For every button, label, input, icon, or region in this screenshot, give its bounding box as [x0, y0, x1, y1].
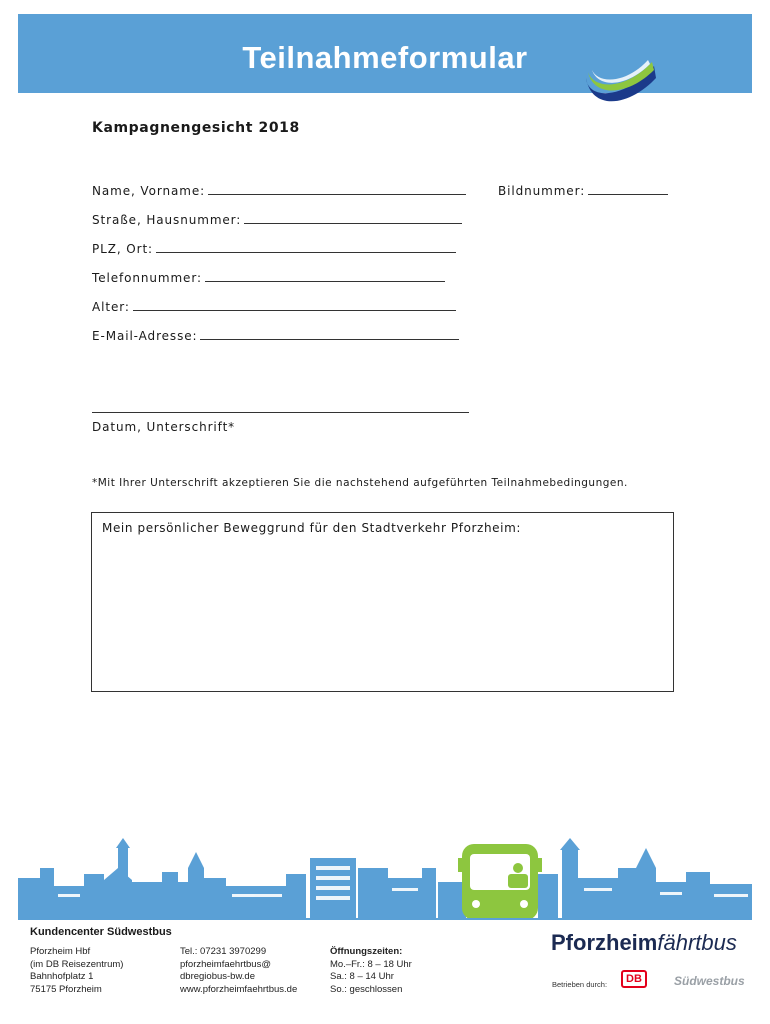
db-logo: DB [621, 970, 647, 988]
plz-label: PLZ, Ort: [92, 242, 153, 256]
hours-line: So.: geschlossen [330, 983, 403, 995]
city-skyline-illustration [18, 838, 752, 920]
name-label: Name, Vorname: [92, 184, 206, 198]
address-line: Pforzheim Hbf [30, 946, 91, 957]
opening-hours-block [330, 946, 412, 996]
hours-title: Öffnungszeiten: [330, 946, 403, 957]
form-heading: Kampagnengesicht 2018 [92, 120, 300, 136]
swoosh-logo-icon [564, 60, 664, 116]
name-line[interactable] [208, 182, 466, 195]
contact-email-line: pforzheimfaehrtbus@ [180, 958, 271, 970]
email-label: E-Mail-Adresse: [92, 329, 198, 343]
age-label: Alter: [92, 300, 130, 314]
street-field[interactable] [92, 211, 462, 227]
address-line: Bahnhofplatz 1 [30, 971, 94, 982]
address-block [30, 946, 123, 996]
contact-block [180, 946, 297, 996]
plz-field[interactable] [92, 240, 456, 256]
brand-name-italic: fährtbus [657, 930, 737, 955]
header-banner [18, 14, 752, 93]
phone-field[interactable] [92, 269, 445, 285]
operated-by-label: Betrieben durch: [552, 980, 608, 989]
address-line: (im DB Reisezentrum) [30, 958, 124, 970]
hours-line: Mo.–Fr.: 8 – 18 Uhr [330, 958, 412, 970]
hours-line: Sa.: 8 – 14 Uhr [330, 971, 394, 982]
contact-website: www.pforzheimfaehrtbus.de [180, 983, 298, 995]
phone-line[interactable] [205, 269, 445, 282]
operator-logo: Südwestbus [674, 974, 745, 988]
motive-label: Mein persönlicher Beweggrund für den Stadtverkehr Pforzheim: [102, 521, 522, 535]
age-line[interactable] [133, 298, 456, 311]
page-title: Teilnahmeformular [242, 40, 528, 75]
bildnummer-label: Bildnummer: [498, 184, 586, 198]
name-field[interactable] [92, 182, 466, 198]
plz-line[interactable] [156, 240, 456, 253]
email-line[interactable] [200, 327, 459, 340]
email-field[interactable] [92, 327, 459, 343]
signature-label: Datum, Unterschrift* [92, 420, 236, 434]
address-line: 75175 Pforzheim [30, 983, 102, 995]
street-label: Straße, Hausnummer: [92, 213, 242, 227]
bus-icon [458, 844, 542, 920]
phone-label: Telefonnummer: [92, 271, 202, 285]
footnote: *Mit Ihrer Unterschrift akzeptieren Sie die nachstehend aufgeführten Teilnahmebedingungen. [92, 477, 628, 489]
bildnummer-field[interactable] [498, 182, 668, 198]
bildnummer-line[interactable] [588, 182, 668, 195]
motive-textbox[interactable] [91, 512, 674, 692]
street-line[interactable] [244, 211, 462, 224]
contact-phone: Tel.: 07231 3970299 [180, 946, 267, 957]
brand-name-bold: Pforzheim [551, 930, 658, 955]
signature-line[interactable] [92, 412, 469, 413]
kundencenter-title: Kundencenter Südwestbus [30, 926, 172, 938]
contact-email-line: dbregiobus-bw.de [180, 971, 255, 982]
brand-logo [551, 930, 737, 956]
age-field[interactable] [92, 298, 456, 314]
